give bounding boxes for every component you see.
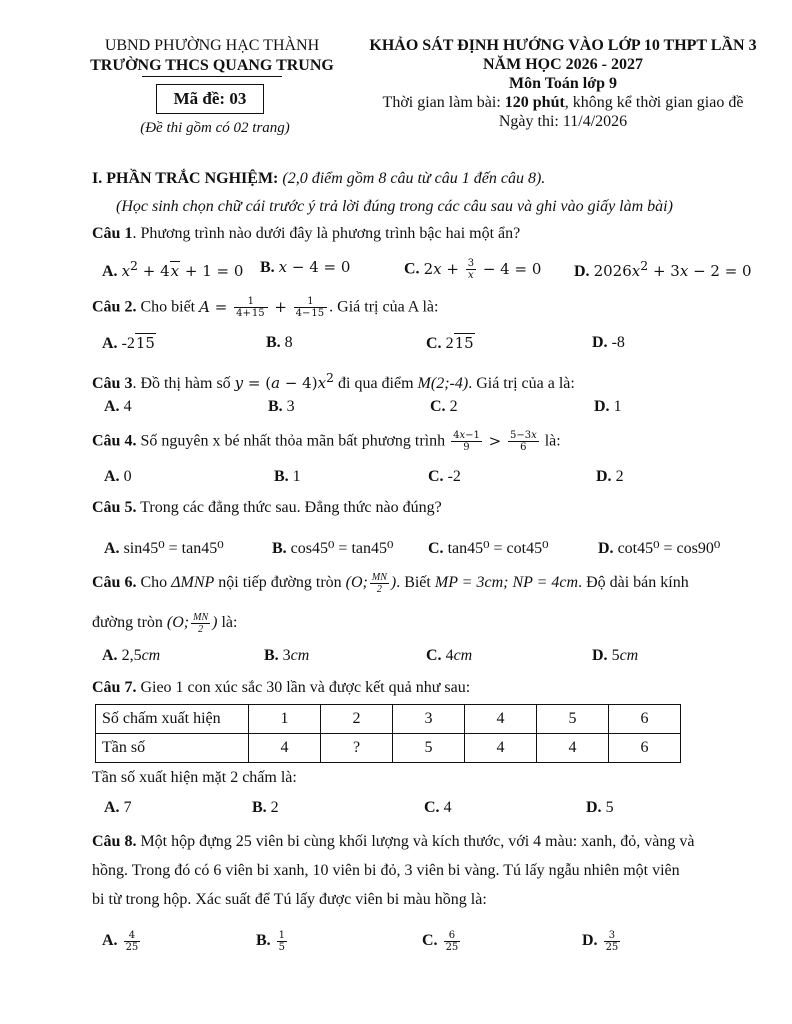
question-8-options: [0, 930, 792, 954]
question-4: Câu 4. Số nguyên x bé nhất thỏa mãn bất phương trình $\frac{4x-1}{9}$ > $\frac{5-3x}{6}$ là:: [92, 430, 561, 453]
question-2: Câu 2. Cho biết A = $\frac{1}{4+15}$ + $\frac{1}{4-15}$ . Giá trị của A là:: [92, 296, 439, 319]
question-6-line2: đường tròn (O; $\frac{MN}{2}$ ) là:: [92, 612, 238, 635]
option-c: C. 215: [426, 334, 474, 352]
question-3-options: [0, 398, 792, 422]
option-b: B. 8: [266, 334, 293, 351]
option-d: D. -8: [592, 334, 625, 351]
school-year: NĂM HỌC 2026 - 2027: [483, 56, 643, 73]
option-a: A. $\frac{4}{25}$: [102, 930, 139, 953]
question-1-options: [0, 258, 792, 282]
table-cell: 6: [609, 734, 681, 763]
question-5-options: [0, 538, 792, 562]
table-cell: 5: [537, 705, 609, 734]
option-a: A. sin45⁰ = tan45⁰: [104, 540, 224, 557]
question-8-line3: bi từ trong hộp. Xác suất để Tú lấy được viên bi màu hồng là:: [92, 891, 487, 908]
option-c: C. $\frac{6}{25}$: [422, 930, 459, 953]
option-b: B. 3cm: [264, 647, 310, 664]
option-d: D. 1: [594, 398, 622, 415]
question-7: Câu 7. Gieo 1 con xúc sắc 30 lần và được kết quả như sau:: [92, 679, 471, 696]
option-d: D. 5cm: [592, 647, 639, 664]
option-a: A. 0: [104, 468, 132, 485]
table-cell: 2: [321, 705, 393, 734]
option-b: B. 3: [268, 398, 295, 415]
section-instruction: (Học sinh chọn chữ cái trước ý trả lời đúng trong các câu sau và ghi vào giấy làm bài): [116, 198, 673, 215]
option-b: B. $\frac{1}{5}$: [256, 930, 286, 953]
frequency-table: [95, 704, 681, 763]
ward-name: UBND PHƯỜNG HẠC THÀNH: [104, 37, 320, 54]
table-row: [96, 734, 681, 763]
option-c: C. 4cm: [426, 647, 473, 664]
question-7-options: [0, 799, 792, 823]
table-cell: 4: [537, 734, 609, 763]
table-cell: 5: [393, 734, 465, 763]
school-header: [72, 36, 352, 77]
subject: Môn Toán lớp 9: [508, 75, 617, 92]
option-a: A. 4: [104, 398, 132, 415]
table-cell: Số chấm xuất hiện: [96, 705, 249, 734]
option-b: B. x − 4 = 0: [260, 258, 351, 276]
table-cell: 4: [465, 705, 537, 734]
option-c: C. tan45⁰ = cot45⁰: [428, 540, 549, 557]
question-3: Câu 3. Đồ thị hàm số $y = (a - 4)x^2$ đi qua điểm M(2;-4). Giá trị của a là:: [92, 370, 575, 392]
school-name: TRƯỜNG THCS QUANG TRUNG: [90, 57, 334, 74]
pages-note: (Đề thi gồm có 02 trang): [140, 120, 290, 136]
option-a: A. 7: [104, 799, 132, 816]
exam-title: KHẢO SÁT ĐỊNH HƯỚNG VÀO LỚP 10 THPT LẦN 3: [369, 37, 757, 54]
exam-header: [356, 36, 770, 131]
table-cell: 3: [393, 705, 465, 734]
option-c: C. 2: [430, 398, 458, 415]
option-b: B. 1: [274, 468, 301, 485]
option-b: B. 2: [252, 799, 279, 816]
question-5: Câu 5. Trong các đẳng thức sau. Đẳng thức nào đúng?: [92, 499, 442, 516]
option-d: D. cot45⁰ = cos90⁰: [598, 540, 721, 557]
option-c: C. -2: [428, 468, 461, 485]
question-8-line2: hồng. Trong đó có 6 viên bi xanh, 10 viên bi đỏ, 3 viên bi vàng. Tú lấy ngẫu nhiên một viên: [92, 862, 680, 879]
option-a: A. -215: [102, 334, 155, 352]
time-limit: Thời gian làm bài: 120 phút, không kể thời gian giao đề: [382, 94, 744, 111]
option-a: A. $x^2 + 4x + 1 = 0$: [102, 258, 244, 280]
question-8: Câu 8. Một hộp đựng 25 viên bi cùng khối lượng và kích thước, với 4 màu: xanh, đỏ, vàng và: [92, 833, 695, 850]
table-cell: 4: [465, 734, 537, 763]
option-a: A. 2,5cm: [102, 647, 161, 664]
table-row: [96, 705, 681, 734]
question-1: Câu 1. Phương trình nào dưới đây là phương trình bậc hai một ẩn?: [92, 225, 521, 242]
question-6-options: [0, 647, 792, 671]
option-c: C. 2x + $\frac{3}{x}$ − 4 = 0: [404, 258, 542, 281]
table-cell: 4: [249, 734, 321, 763]
question-6: Câu 6. Cho ΔMNP nội tiếp đường tròn (O; $\frac{MN}{2}$ ). Biết MP = 3cm; NP = 4cm. Độ dài bán kính: [92, 572, 689, 595]
option-d: D. 2: [596, 468, 624, 485]
table-cell: ?: [321, 734, 393, 763]
question-7-prompt: Tần số xuất hiện mặt 2 chấm là:: [92, 769, 297, 786]
table-cell: 1: [249, 705, 321, 734]
question-4-options: [0, 468, 792, 492]
option-b: B. cos45⁰ = tan45⁰: [272, 540, 394, 557]
table-cell: 6: [609, 705, 681, 734]
option-d: D. 5: [586, 799, 614, 816]
exam-date: Ngày thi: 11/4/2026: [498, 113, 628, 130]
table-cell: Tần số: [96, 734, 249, 763]
option-c: C. 4: [424, 799, 452, 816]
question-2-options: [0, 334, 792, 358]
section-title: I. PHẦN TRẮC NGHIỆM: (2,0 điểm gồm 8 câu từ câu 1 đến câu 8).: [92, 170, 546, 187]
exam-code-box: Mã đề: 03: [156, 84, 264, 114]
option-d: D. $2026x^2 + 3x - 2 = 0$: [574, 258, 752, 280]
option-d: D. $\frac{3}{25}$: [582, 930, 619, 953]
school-underline: [142, 76, 282, 77]
